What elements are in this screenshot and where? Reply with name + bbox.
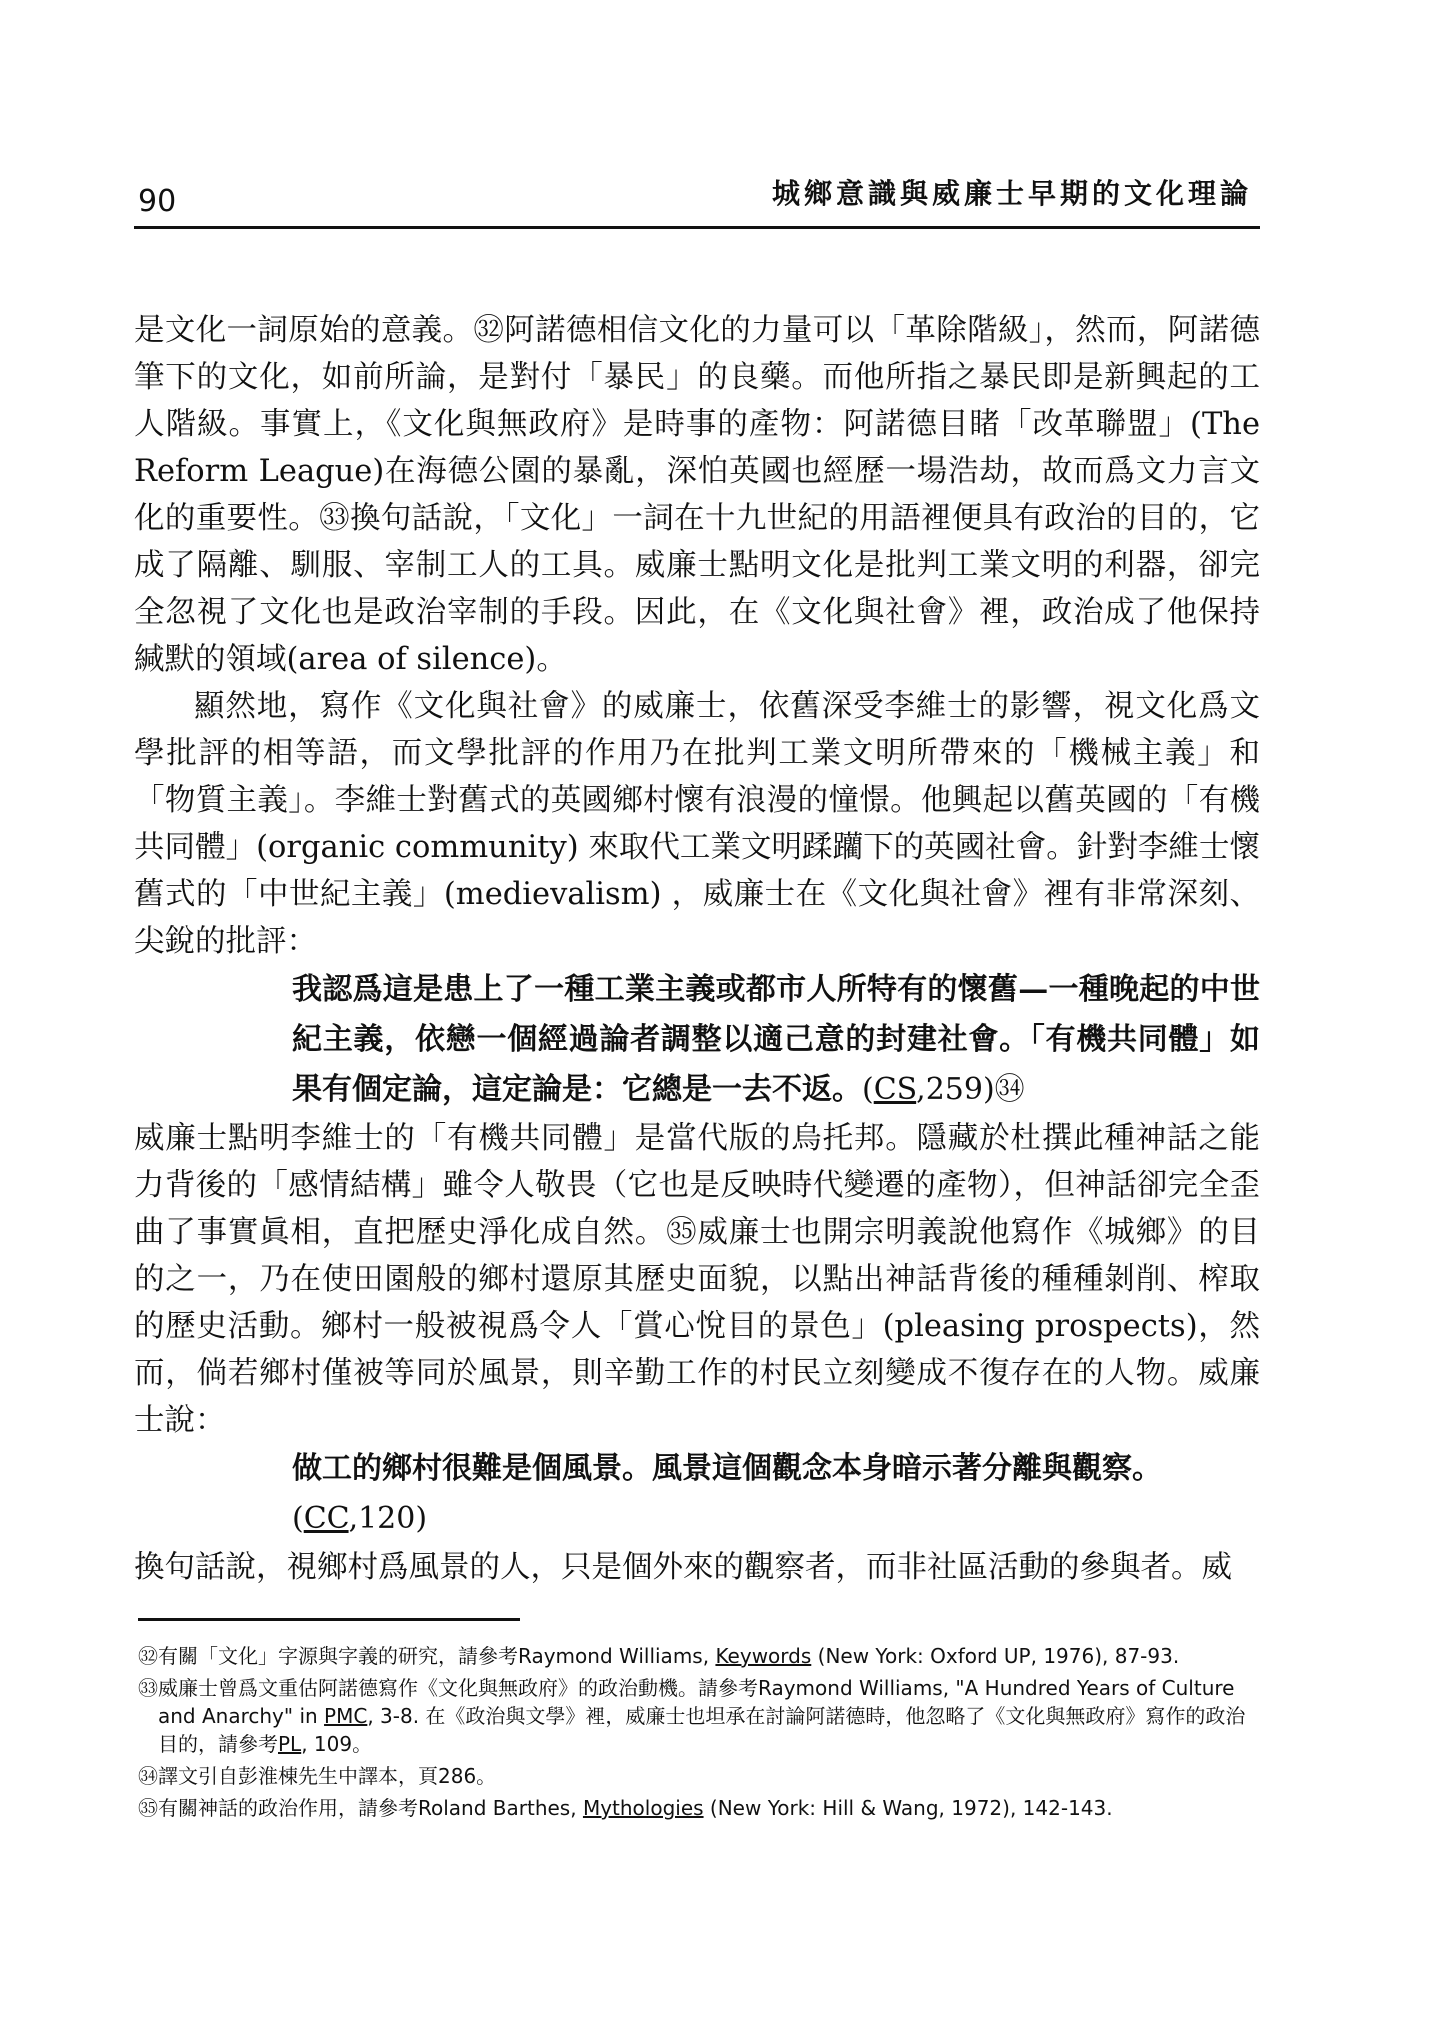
quote-1-ref-page: ,259) xyxy=(916,1072,995,1107)
footnote-33-title-2: PL xyxy=(278,1732,302,1756)
quote-1-citation: (CS,259)㉞ xyxy=(862,1072,1025,1107)
page-number: 90 xyxy=(138,184,177,219)
footnote-33-page: , 109。 xyxy=(301,1732,373,1756)
footnote-32-source: (New York: Oxford UP, 1976), 87-93. xyxy=(811,1644,1180,1668)
main-text xyxy=(134,307,1260,1591)
footnote-35 xyxy=(138,1794,1260,1822)
header-rule xyxy=(134,226,1260,229)
footnote-32-text: ㉜有關「文化」字源與字義的研究，請參考Raymond Williams, xyxy=(138,1644,716,1668)
running-title: 城鄉意識與威廉士早期的文化理論 xyxy=(771,177,1252,210)
footnotes xyxy=(138,1642,1260,1826)
footnote-32 xyxy=(138,1642,1260,1670)
quote-2-text: 做工的鄉村很難是個風景。風景這個觀念本身暗示著分離與觀察。 xyxy=(292,1451,1162,1486)
paragraph-4: 換句話說，視鄉村爲風景的人，只是個外來的觀察者，而非社區活動的參與者。威 xyxy=(134,1550,1232,1585)
block-quote-1 xyxy=(292,965,1260,1115)
footnote-33-source: , 3-8. 在《政治與文學》裡，威廉士也坦承在討論阿諾德時，他忽略了《文化與無政府》寫作的政治目的，請參考 xyxy=(158,1704,1246,1756)
footnote-33-title: PMC xyxy=(324,1704,368,1728)
footnote-33-text: ㉝威廉士曾爲文重估阿諾德寫作《文化與無政府》的政治動機。請參考Raymond Williams, "A Hundred Years of Culture and Anarchy" in xyxy=(138,1676,1235,1728)
footnote-35-text: ㉟有關神話的政治作用，請參考Roland Barthes, xyxy=(138,1796,583,1820)
quote-2-ref-page: ,120) xyxy=(348,1501,428,1536)
quote-2-ref-abbr: CC xyxy=(303,1501,349,1536)
quote-1-ref-abbr: CS xyxy=(873,1072,917,1107)
footnote-rule xyxy=(138,1618,520,1621)
footnote-34: ㉞譯文引自彭淮棟先生中譯本，頁286。 xyxy=(138,1764,497,1788)
paragraph-3: 威廉士點明李維士的「有機共同體」是當代版的烏托邦。隱藏於杜撰此種神話之能力背後的「感情結構」雖令人敬畏（它也是反映時代變遷的產物），但神話卻完全歪曲了事實眞相，直把歷史淨化成自然。㉟威廉士也開宗明義說他寫作《城鄉》的目的之一，乃在使田園般的鄉村還原其歷史面貌，以點出神話背後的種種剝削、榨取的歷史活動。鄉村一般被視爲令人「賞心悅目的景色」(pleasing prospects)，然而，倘若鄉村僅被等同於風景，則辛勤工作的村民立刻變成不復存在的人物。威廉士說： xyxy=(134,1121,1260,1438)
footnote-32-title: Keywords xyxy=(715,1644,812,1668)
paragraph-1: 是文化一詞原始的意義。㉜阿諾德相信文化的力量可以「革除階級」，然而，阿諾德筆下的文化，如前所論，是對付「暴民」的良藥。而他所指之暴民即是新興起的工人階級。事實上，《文化與無政府》是時事的產物：阿諾德目睹「改革聯盟」(The Reform League)在海德公園的暴亂，深怕英國也經歷一場浩劫，故而爲文力言文化的重要性。㉝換句話說，「文化」一詞在十九世紀的用語裡便具有政治的目的，它成了隔離、馴服、宰制工人的工具。威廉士點明文化是批判工業文明的利器，卻完全忽視了文化也是政治宰制的手段。因此，在《文化與社會》裡，政治成了他保持緘默的領域(area of silence)。 xyxy=(134,313,1260,677)
paragraph-2: 顯然地，寫作《文化與社會》的威廉士，依舊深受李維士的影響，視文化爲文學批評的相等語，而文學批評的作用乃在批判工業文明所帶來的「機械主義」和「物質主義」。李維士對舊式的英國鄉村懷有浪漫的憧憬。他興起以舊英國的「有機共同體」(organic community) 來取代工業文明蹂躪下的英國社會。針對李維士懷舊式的「中世紀主義」(medievalism) ，威廉士在《文化與社會》裡有非常深刻、尖銳的批評： xyxy=(134,689,1260,959)
quote-1-note-marker: ㉞ xyxy=(994,1072,1025,1107)
footnote-35-source: (New York: Hill & Wang, 1972), 142-143. xyxy=(703,1796,1113,1820)
quote-2-citation: (CC,120) xyxy=(292,1501,428,1536)
page-header xyxy=(138,168,1260,224)
footnote-35-title: Mythologies xyxy=(582,1796,704,1820)
quote-1-text: 我認爲這是患上了一種工業主義或都市人所特有的懷舊—一種晚起的中世紀主義，依戀一個經過論者調整以適己意的封建社會。「有機共同體」如果有個定論，這定論是：它總是一去不返。 xyxy=(292,972,1260,1107)
block-quote-2 xyxy=(292,1444,1260,1544)
footnote-33 xyxy=(138,1674,1260,1758)
